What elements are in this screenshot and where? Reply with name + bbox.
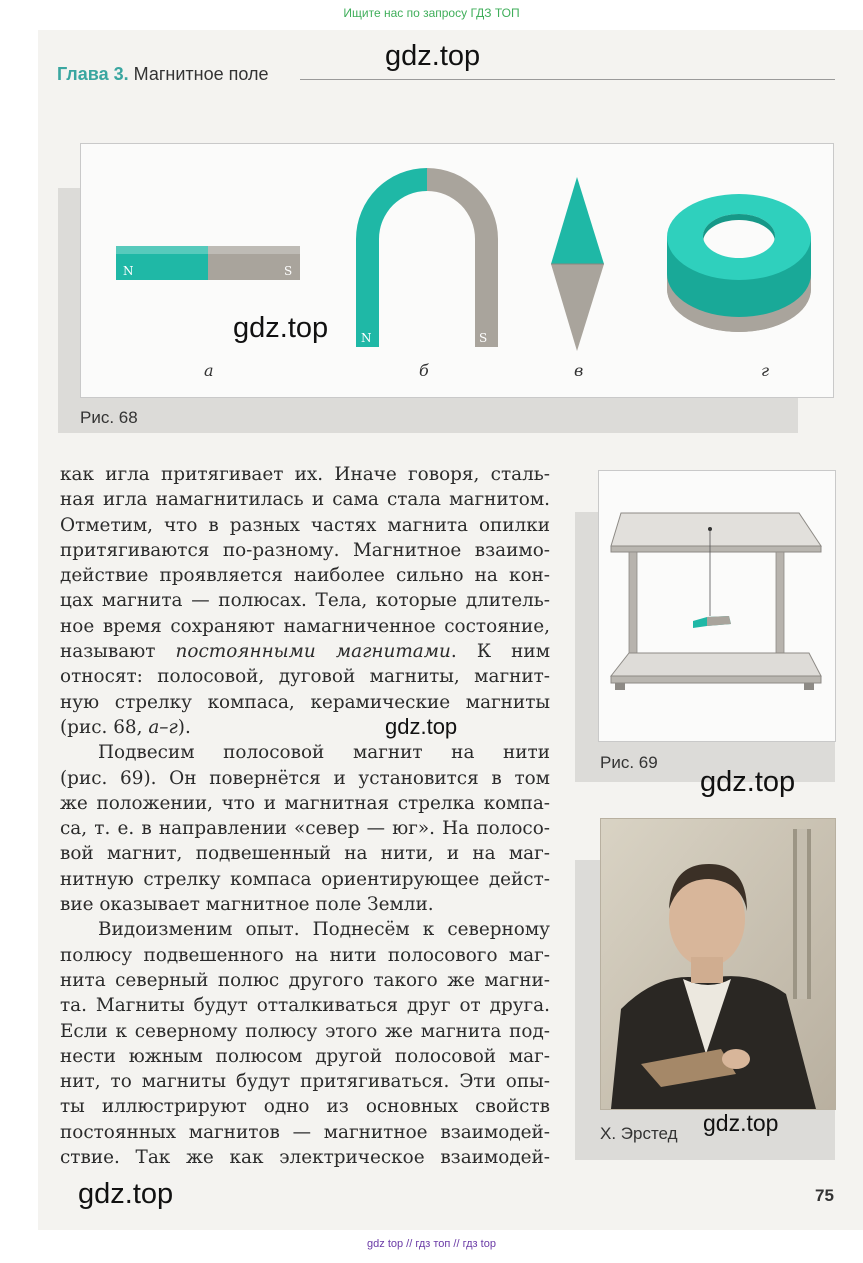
chapter-title: Магнитное поле [133,64,269,84]
figure-68 [80,143,834,398]
label-v: в [574,361,584,380]
text-line: постоянных магнитов — магнитное взаимодей- [60,1121,550,1143]
watermark-portrait: gdz.top [703,1110,779,1136]
text-line: называют постоянными магнитами. К ним [60,641,550,663]
oersted-portrait [600,818,836,1110]
text-line: (рис. 68, а–г). [60,716,191,738]
page-number: 75 [815,1186,834,1205]
horseshoe-south-label: S [479,331,488,345]
watermark-text: gdz.top [385,714,458,739]
bar-magnet [116,246,300,280]
watermark-figure68: gdz.top [233,312,329,344]
text-line: Отметим, что в разных частях магнита опилки [60,514,550,536]
watermark-bottom: gdz.top [78,1178,174,1210]
horseshoe-magnet [356,168,498,347]
text-line: ствие. Так же как электрическое взаимодей- [60,1147,550,1169]
text-line: нести южным полюсом другой полосовой маг- [60,1045,550,1067]
text-line: действие проявляется наиболее сильно на кон- [60,565,550,587]
text-line: ную стрелку компаса, керамические магниты [60,691,550,713]
label-g: г [761,361,770,380]
term-permanent-magnets: постоянными магнитами [175,641,451,663]
header-rule [300,79,835,80]
text-line: Подвесим полосовой магнит на нити [98,742,550,764]
portrait-image [601,819,835,1109]
label-b: б [419,361,429,380]
text-line: полюсу подвешенного на нити полосового маг- [60,944,550,966]
horseshoe-north-label: N [361,331,372,345]
text-line: нитную стрелку компаса ориентирующее дейст- [60,868,550,890]
label-a: а [204,361,214,380]
text-line: притягиваются по-разному. Магнитное взаимо- [60,539,550,561]
text-line: ты иллюстрируют одно из основных свойств [60,1096,550,1118]
figure-ref-italic: а–г [148,716,178,738]
text-line: цах магнита — полюсах. Тела, которые длитель- [60,590,550,612]
text-line: нит, то магниты будут притягиваться. Эти опы- [60,1071,550,1093]
text-line: ное время сохраняют намагниченное состояние, [60,615,550,637]
compass-needle [551,177,604,351]
figure-68-caption: Рис. 68 [80,408,138,427]
text-line: вой магнит, подвешенный на нити, и на маг- [60,843,550,865]
ring-magnet [667,194,811,332]
chapter-header [57,64,268,85]
text-line: вие оказывает магнитное поле Земли. [60,894,434,916]
bar-north-label: N [123,264,134,278]
body-text [60,462,550,1170]
text-line: Видоизменим опыт. Поднесём к северному [98,919,550,941]
watermark-top: gdz.top [385,40,481,72]
magnets-illustration [81,144,833,397]
text-line: са, т. е. в направлении «север — юг». На полосо- [60,818,550,840]
top-search-hint[interactable]: Ищите нас по запросу ГДЗ ТОП [343,6,520,20]
text-line: та. Магниты будут отталкиваться друг от друга. [60,995,550,1017]
text-line: ная игла намагнитилась и сама стала магнитом. [60,489,550,511]
text-line: Если к северному полюсу этого же магнита под- [60,1020,550,1042]
text-line: как игла притягивает их. Иначе говоря, сталь- [60,464,550,485]
text-line: же положении, что и магнитная стрелка компа- [60,792,550,814]
bar-south-label: S [284,264,293,278]
portrait-caption: Х. Эрстед [600,1124,678,1143]
suspended-magnet-stand [599,471,835,741]
figure-69 [598,470,836,742]
bottom-links[interactable]: gdz top // гдз топ // гдз top [367,1238,496,1250]
text-line: относят: полосовой, дуговой магниты, магнит- [60,666,550,688]
figure-69-caption: Рис. 69 [600,753,658,772]
text-line: (рис. 69). Он повернётся и установится в том [60,767,550,789]
watermark-figure69: gdz.top [700,766,796,798]
chapter-number: Глава 3. [57,64,129,84]
text-line: нита северный полюс другого такого же магни- [60,969,550,991]
